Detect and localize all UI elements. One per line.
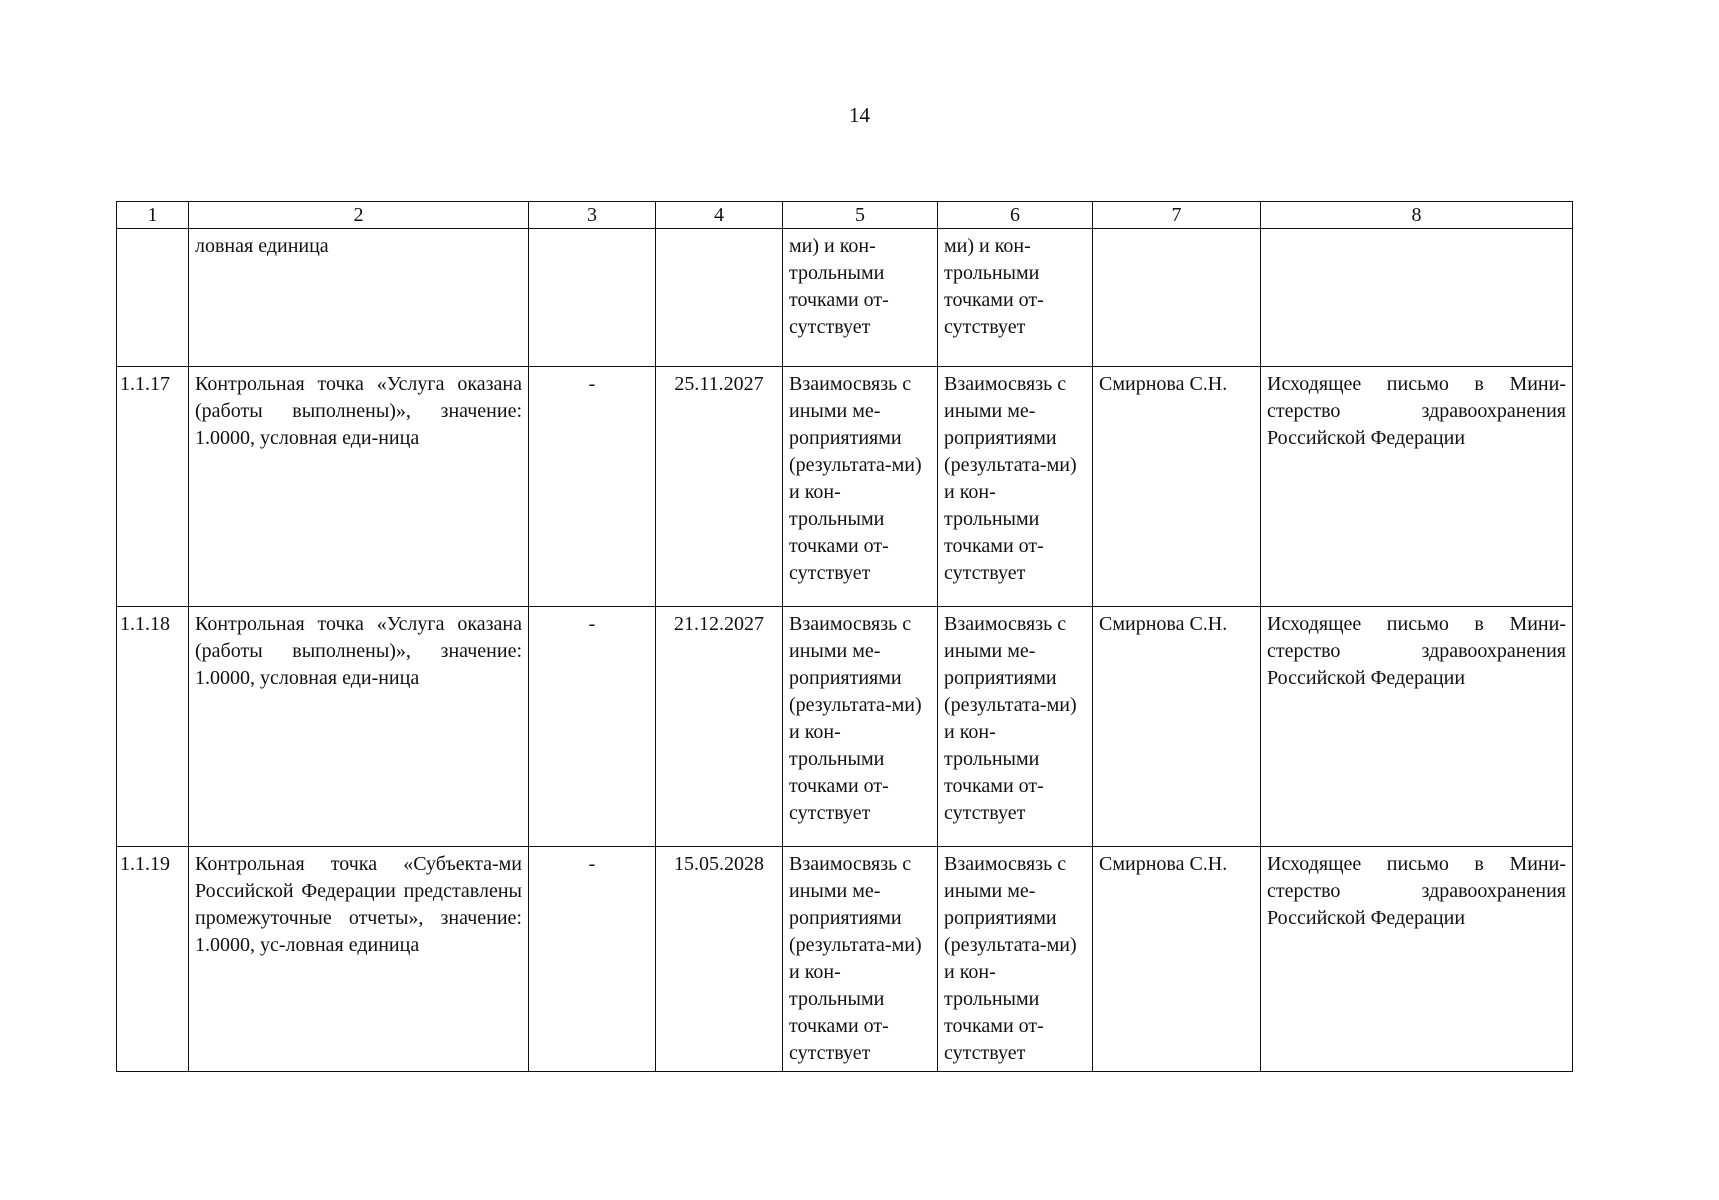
column-header-3: 3 [529, 202, 656, 229]
cell-col3: - [529, 847, 656, 1072]
cell-number: 1.1.17 [117, 367, 189, 607]
cell-col3 [529, 229, 656, 367]
column-header-6: 6 [938, 202, 1093, 229]
cell-link-2: ми) и кон-трольными точками от-сутствует [938, 229, 1093, 367]
column-header-4: 4 [656, 202, 783, 229]
cell-date: 21.12.2027 [656, 607, 783, 847]
table-row [117, 607, 1573, 847]
cell-link-1: ми) и кон-трольными точками от-сутствует [783, 229, 938, 367]
cell-document [1261, 229, 1573, 367]
column-header-5: 5 [783, 202, 938, 229]
cell-responsible [1093, 229, 1261, 367]
cell-date [656, 229, 783, 367]
cell-document: Исходящее письмо в Мини-стерство здравоохранения Российской Федерации [1261, 607, 1573, 847]
column-header-8: 8 [1261, 202, 1573, 229]
cell-date: 15.05.2028 [656, 847, 783, 1072]
cell-name: Контрольная точка «Субъекта-ми Российской Федерации представлены промежуточные отчеты», значение: 1.0000, ус-ловная единица [189, 847, 529, 1072]
cell-name: Контрольная точка «Услуга оказана (работы выполнены)», значение: 1.0000, условная еди-ница [189, 367, 529, 607]
column-header-2: 2 [189, 202, 529, 229]
cell-number [117, 229, 189, 367]
column-number-header-row [117, 202, 1573, 229]
cell-col3: - [529, 367, 656, 607]
cell-link-1: Взаимосвязь с иными ме-роприятиями (результата-ми) и кон-трольными точками от-сутствует [783, 847, 938, 1072]
cell-number: 1.1.19 [117, 847, 189, 1072]
cell-link-1: Взаимосвязь с иными ме-роприятиями (результата-ми) и кон-трольными точками от-сутствует [783, 607, 938, 847]
cell-document: Исходящее письмо в Мини-стерство здравоохранения Российской Федерации [1261, 847, 1573, 1072]
column-header-7: 7 [1093, 202, 1261, 229]
cell-name: Контрольная точка «Услуга оказана (работы выполнены)», значение: 1.0000, условная еди-ница [189, 607, 529, 847]
cell-link-2: Взаимосвязь с иными ме-роприятиями (результата-ми) и кон-трольными точками от-сутствует [938, 847, 1093, 1072]
table-row [117, 847, 1573, 1072]
cell-link-1: Взаимосвязь с иными ме-роприятиями (результата-ми) и кон-трольными точками от-сутствует [783, 367, 938, 607]
cell-number: 1.1.18 [117, 607, 189, 847]
column-header-1: 1 [117, 202, 189, 229]
control-points-table [116, 201, 1573, 1072]
cell-name: ловная единица [189, 229, 529, 367]
table-row [117, 367, 1573, 607]
cell-link-2: Взаимосвязь с иными ме-роприятиями (результата-ми) и кон-трольными точками от-сутствует [938, 367, 1093, 607]
cell-document: Исходящее письмо в Мини-стерство здравоохранения Российской Федерации [1261, 367, 1573, 607]
cell-col3: - [529, 607, 656, 847]
page-number: 14 [849, 103, 870, 127]
cell-responsible: Смирнова С.Н. [1093, 367, 1261, 607]
cell-responsible: Смирнова С.Н. [1093, 847, 1261, 1072]
continuation-row [117, 229, 1573, 367]
cell-link-2: Взаимосвязь с иными ме-роприятиями (результата-ми) и кон-трольными точками от-сутствует [938, 607, 1093, 847]
cell-date: 25.11.2027 [656, 367, 783, 607]
cell-responsible: Смирнова С.Н. [1093, 607, 1261, 847]
